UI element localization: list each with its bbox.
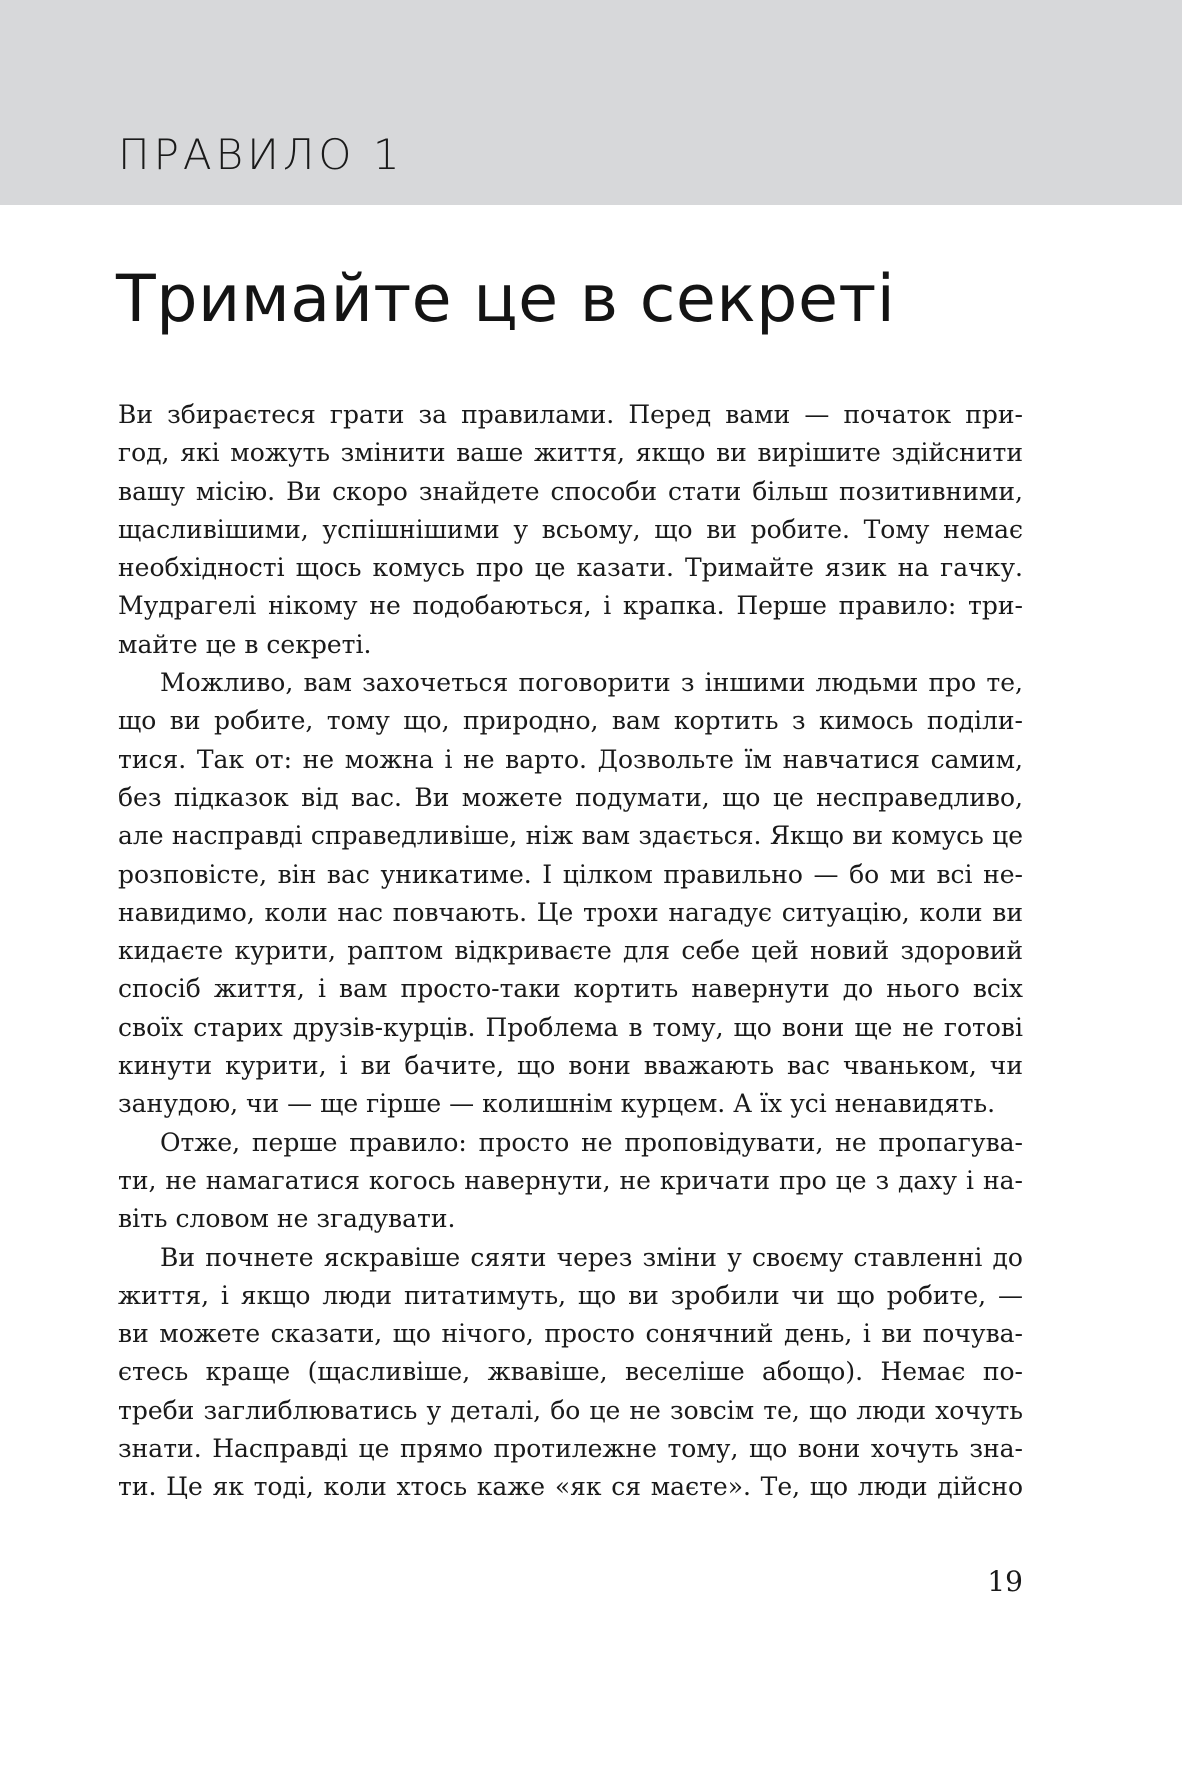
rule-label: ПРАВИЛО 1 bbox=[118, 130, 404, 179]
text-line: знати. Насправді це прямо протилежне тому, що вони хочуть зна- bbox=[118, 1434, 1023, 1464]
text-line: год, які можуть змінити ваше життя, якщо ви вирішите здійснити bbox=[118, 438, 1023, 468]
text-line: вашу місію. Ви скоро знайдете способи стати більш позитивними, bbox=[118, 476, 1023, 506]
text-line: що ви робите, тому що, природно, вам кортить з кимось поділи- bbox=[118, 706, 1023, 736]
text-line: занудою, чи — ще гірше — колишнім курцем. А їх усі ненавидять. bbox=[118, 1089, 996, 1119]
text-line: треби заглиблюватись у деталі, бо це не зовсім те, що люди хочуть bbox=[118, 1395, 1023, 1425]
text-line: майте це в секреті. bbox=[118, 629, 372, 659]
text-line: щасливішими, успішнішими у всьому, що ви робите. Тому немає bbox=[118, 514, 1023, 544]
chapter-title: Тримайте це в секреті bbox=[116, 262, 896, 337]
text-line: Мудрагелі нікому не подобаються, і крапка. Перше правило: три- bbox=[118, 591, 1023, 621]
text-line: життя, і якщо люди питатимуть, що ви зробили чи що робите, — bbox=[118, 1280, 1023, 1310]
text-line: віть словом не згадувати. bbox=[118, 1204, 456, 1234]
text-line: ти. Це як тоді, коли хтось каже «як ся маєте». Те, що люди дійсно bbox=[118, 1472, 1023, 1502]
text-line: кинути курити, і ви бачите, що вони вважають вас чваньком, чи bbox=[118, 1051, 1023, 1081]
text-line: Отже, перше правило: просто не проповідувати, не пропагува- bbox=[160, 1127, 1023, 1157]
text-line: Ви збираєтеся грати за правилами. Перед вами — початок при- bbox=[118, 400, 1023, 429]
text-line: ти, не намагатися когось навернути, не кричати про це з даху і на- bbox=[118, 1165, 1023, 1195]
text-line: кидаєте курити, раптом відкриваєте для себе цей новий здоровий bbox=[118, 936, 1023, 966]
text-line: єтесь краще (щасливіше, жвавіше, веселіше абощо). Немає по- bbox=[118, 1357, 1023, 1387]
text-line: Ви почнете яскравіше сяяти через зміни у своєму ставленні до bbox=[160, 1242, 1023, 1272]
page-number: 19 bbox=[987, 1565, 1023, 1598]
text-line: необхідності щось комусь про це казати. Тримайте язик на гачку. bbox=[118, 553, 1023, 583]
text-line: спосіб життя, і вам просто-таки кортить навернути до нього всіх bbox=[118, 974, 1023, 1004]
text-line: тися. Так от: не можна і не варто. Дозвольте їм навчатися самим, bbox=[118, 744, 1023, 774]
text-line: розповісте, він вас уникатиме. І цілком правильно — бо ми всі не- bbox=[118, 859, 1023, 889]
text-line: без підказок від вас. Ви можете подумати, що це несправедливо, bbox=[118, 782, 1023, 812]
body-text bbox=[118, 396, 1023, 1507]
text-line: Можливо, вам захочеться поговорити з іншими людьми про те, bbox=[160, 668, 1023, 698]
text-line: своїх старих друзів-курців. Проблема в тому, що вони ще не готові bbox=[118, 1012, 1023, 1042]
text-line: ви можете сказати, що нічого, просто сонячний день, і ви почува- bbox=[118, 1319, 1023, 1349]
text-line: навидимо, коли нас повчають. Це трохи нагадує ситуацію, коли ви bbox=[118, 897, 1023, 927]
text-line: але насправді справедливіше, ніж вам здається. Якщо ви комусь це bbox=[118, 821, 1023, 851]
